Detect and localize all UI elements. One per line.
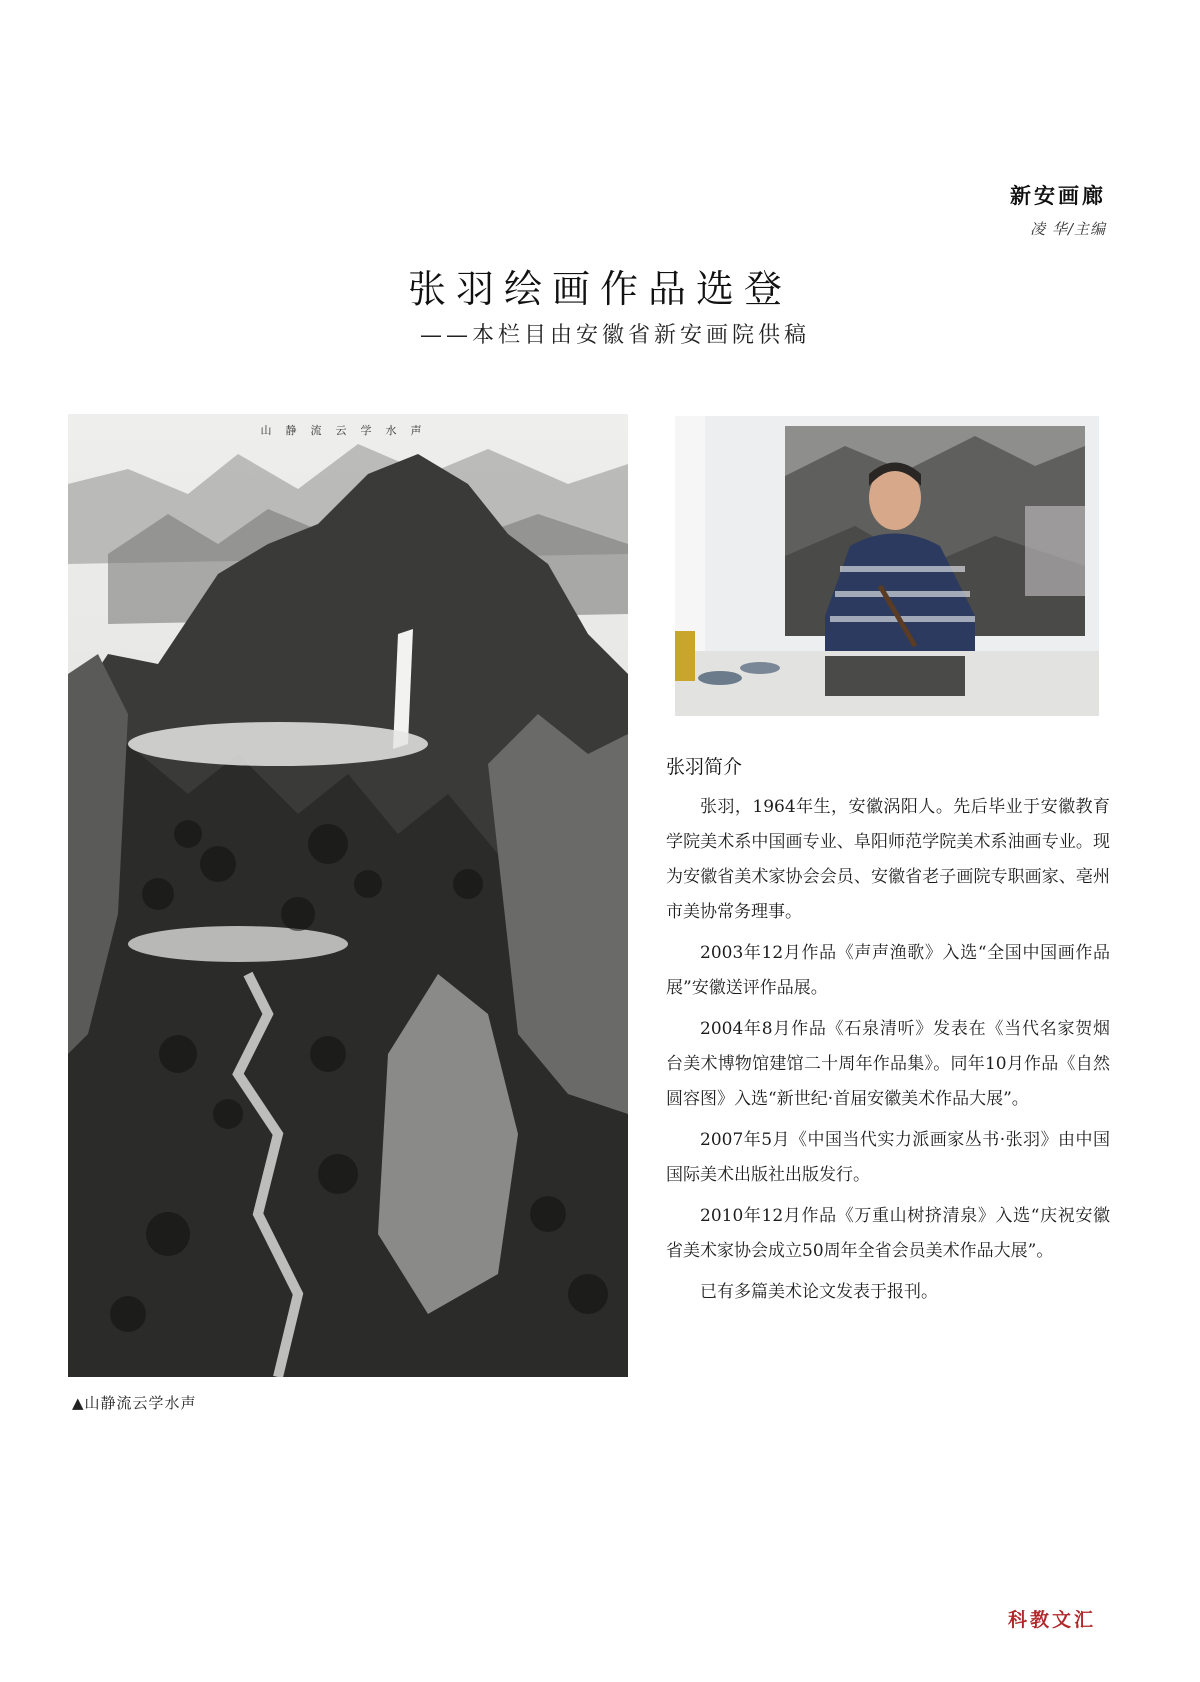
column-name: 新安画廊 [1010,183,1106,208]
editor-credit: 凌 华/主编 [1030,220,1106,238]
article-title: 张羽绘画作品选登 [407,267,792,311]
landscape-painting [68,414,628,1377]
bio-paragraph: 2003年12月作品《声声渔歌》入选“全国中国画作品展”安徽送评作品展。 [666,943,1110,998]
artist-photo-illustration [675,416,1099,716]
magazine-name: 科教文汇 [1007,1609,1096,1631]
painting-illustration [68,414,628,1377]
painting-inscription: 山静流云学水声 [260,424,436,437]
bio-paragraph: 2007年5月《中国当代实力派画家丛书·张羽》由中国国际美术出版社出版发行。 [666,1130,1110,1185]
bio-paragraph: 张羽，1964年生，安徽涡阳人。先后毕业于安徽教育学院美术系中国画专业、阜阳师范学院美术系油画专业。现为安徽省美术家协会会员、安徽省老子画院专职画家、亳州市美协常务理事。 [666,797,1110,922]
painting-caption: ▲山静流云学水声 [72,1394,197,1412]
bio-paragraph: 已有多篇美术论文发表于报刊。 [700,1282,938,1302]
artist-photo [675,416,1099,716]
bio-paragraph: 2010年12月作品《万重山树挤清泉》入选“庆祝安徽省美术家协会成立50周年全省会员美术作品大展”。 [666,1206,1110,1261]
bio-text [666,790,1110,1316]
bio-paragraph: 2004年8月作品《石泉清听》发表在《当代名家贺烟台美术博物馆建馆二十周年作品集》。同年10月作品《自然圆容图》入选“新世纪·首届安徽美术作品大展”。 [666,1019,1110,1109]
article-subtitle: ——本栏目由安徽省新安画院供稿 [419,323,810,348]
bio-heading: 张羽简介 [666,756,743,778]
